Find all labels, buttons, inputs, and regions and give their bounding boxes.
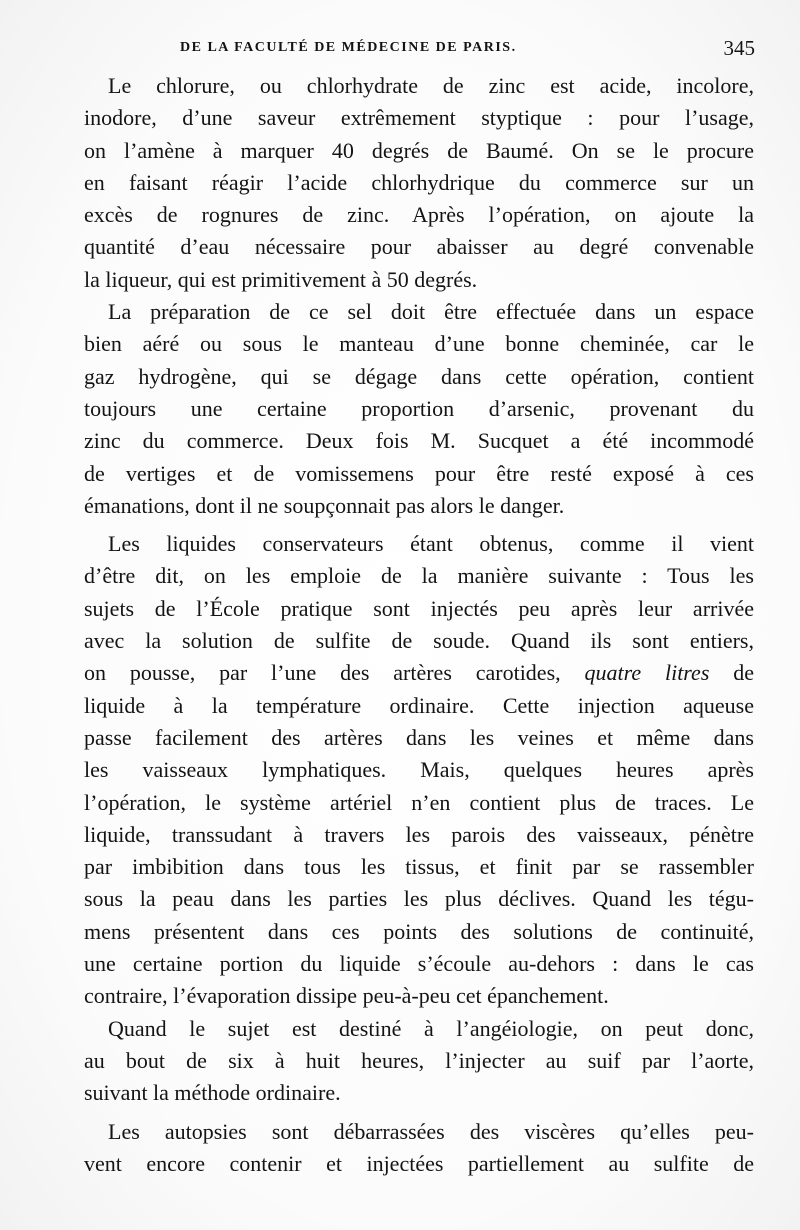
text-line: par imbibition dans tous les tissus, et finit par se rassembler xyxy=(84,854,754,880)
text-line: Les autopsies sont débarrassées des viscères qu’elles peu- xyxy=(108,1118,754,1144)
text-line: d’être dit, on les emploie de la manière suivante : Tous les xyxy=(84,563,754,589)
text-line: passe facilement des artères dans les veines et même dans xyxy=(84,724,754,750)
text-line: suivant la méthode ordinaire. xyxy=(84,1080,341,1106)
text-line: toujours une certaine proportion d’arsenic, provenant du xyxy=(84,395,754,421)
text-line: quantité d’eau nécessaire pour abaisser au degré convenable xyxy=(84,234,754,260)
text-line: une certaine portion du liquide s’écoule au-dehors : dans le cas xyxy=(84,951,754,977)
text-line: émanations, dont il ne soupçonnait pas alors le danger. xyxy=(84,492,565,518)
text-line: la liqueur, qui est primitivement à 50 degrés. xyxy=(84,266,478,292)
running-title: DE LA FACULTÉ DE MÉDECINE DE PARIS. xyxy=(180,40,517,55)
text-line: gaz hydrogène, qui se dégage dans cette opération, contient xyxy=(84,363,754,389)
text-line: inodore, d’une saveur extrêmement styptique : pour l’usage, xyxy=(84,105,754,131)
body-text xyxy=(84,70,754,1180)
text-line xyxy=(84,657,754,689)
text-line: sous la peau dans les parties les plus déclives. Quand les tégu- xyxy=(84,886,754,912)
text-line: liquide à la température ordinaire. Cette injection aqueuse xyxy=(84,692,754,718)
text-segment: de xyxy=(709,660,755,686)
text-line: l’opération, le système artériel n’en contient plus de traces. Le xyxy=(84,789,754,815)
page-number: 345 xyxy=(723,36,755,60)
text-line: les vaisseaux lymphatiques. Mais, quelques heures après xyxy=(84,757,754,783)
text-line: avec la solution de sulfite de soude. Quand ils sont entiers, xyxy=(84,628,754,654)
text-line: La préparation de ce sel doit être effectuée dans un espace xyxy=(108,299,754,325)
text-line: contraire, l’évaporation dissipe peu-à-peu cet épanchement. xyxy=(84,983,609,1009)
page-header xyxy=(180,36,755,66)
text-line: Les liquides conservateurs étant obtenus, comme il vient xyxy=(108,531,754,557)
text-line: on l’amène à marquer 40 degrés de Baumé. On se le procure xyxy=(84,137,754,163)
italic-phrase: quatre litres xyxy=(584,660,710,686)
text-line: zinc du commerce. Deux fois M. Sucquet a été incommodé xyxy=(84,428,754,454)
text-segment: on pousse, par l’une des artères carotides, xyxy=(84,660,585,686)
text-line: vent encore contenir et injectées partiellement au sulfite de xyxy=(84,1150,754,1176)
text-line: bien aéré ou sous le manteau d’une bonne cheminée, car le xyxy=(84,331,754,357)
text-line: en faisant réagir l’acide chlorhydrique du commerce sur un xyxy=(84,169,754,195)
text-line: de vertiges et de vomissemens pour être resté exposé à ces xyxy=(84,460,754,486)
text-line: au bout de six à huit heures, l’injecter au suif par l’aorte, xyxy=(84,1047,754,1073)
text-line: excès de rognures de zinc. Après l’opération, on ajoute la xyxy=(84,202,754,228)
text-line: Le chlorure, ou chlorhydrate de zinc est acide, incolore, xyxy=(108,73,754,98)
text-line: sujets de l’École pratique sont injectés peu après leur arrivée xyxy=(84,595,754,621)
text-line: Quand le sujet est destiné à l’angéiologie, on peut donc, xyxy=(108,1015,754,1041)
text-line: mens présentent dans ces points des solutions de continuité, xyxy=(84,918,754,944)
text-line: liquide, transsudant à travers les parois des vaisseaux, pénètre xyxy=(84,821,754,847)
